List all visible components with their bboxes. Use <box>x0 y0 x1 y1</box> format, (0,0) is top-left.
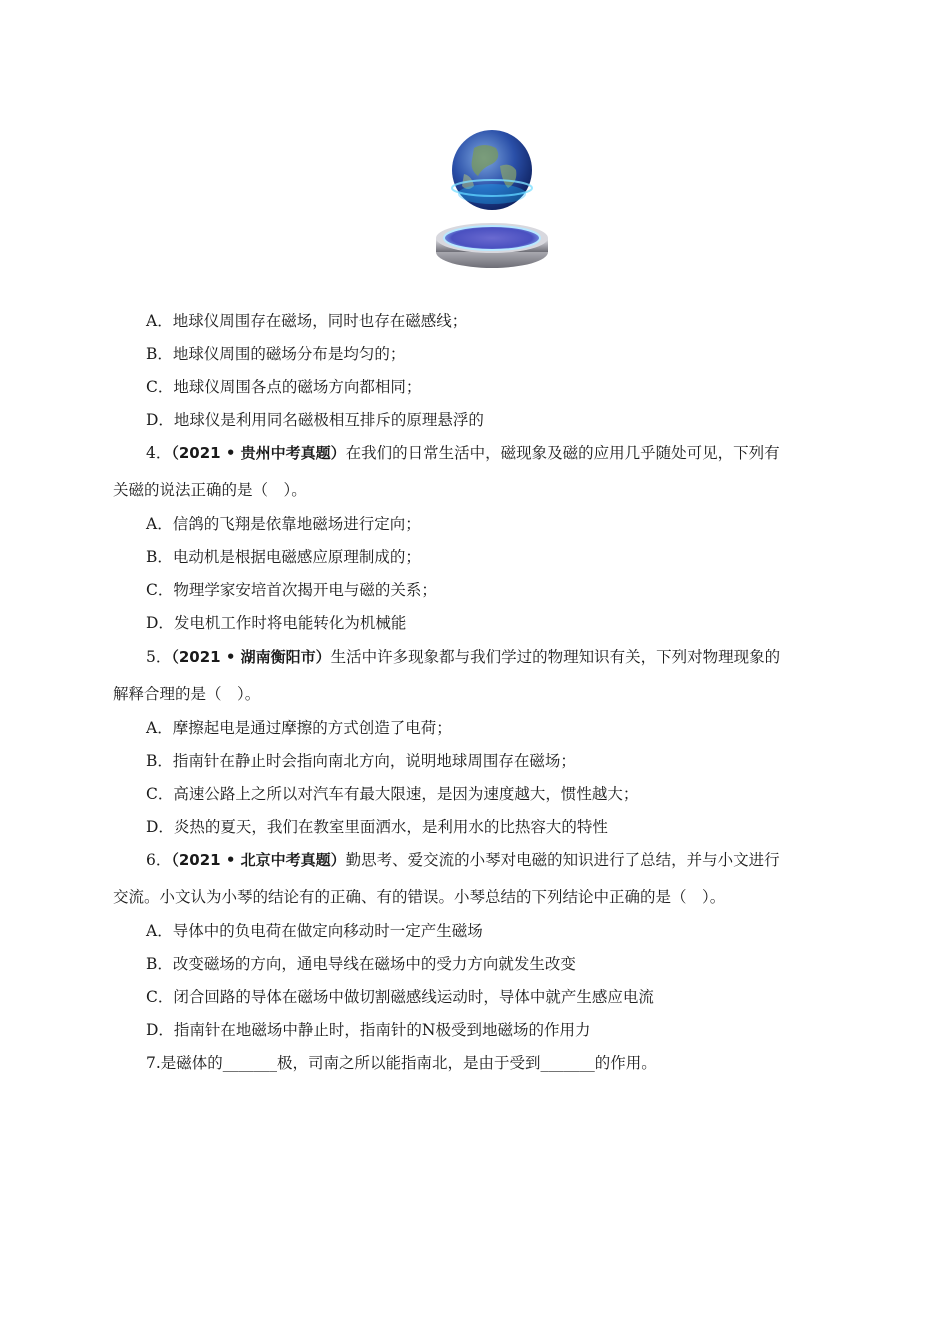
q5-number: 5． <box>146 648 172 666</box>
q6-option-b: B．改变磁场的方向，通电导线在磁场中的受力方向就发生改变 <box>146 955 576 973</box>
q4-stem-line2: 关磁的说法正确的是（ ）。 <box>113 481 307 499</box>
q3-option-b: B．地球仪周围的磁场分布是均匀的； <box>146 345 406 363</box>
q6-option-a: A．导体中的负电荷在做定向移动时一定产生磁场 <box>146 922 483 940</box>
q5-option-b: B．指南针在静止时会指向南北方向，说明地球周围存在磁场； <box>146 752 576 770</box>
q4-source: （2021 • 贵州中考真题） <box>171 444 346 462</box>
q6-stem-line2: 交流。小文认为小琴的结论有的正确、有的错误。小琴总结的下列结论中正确的是（ ）。 <box>113 888 726 906</box>
q6-option-c: C．闭合回路的导体在磁场中做切割磁感线运动时，导体中就产生感应电流 <box>146 988 654 1006</box>
q6-stem-line1 <box>146 850 780 870</box>
q6-source: （2021 • 北京中考真题） <box>171 851 346 869</box>
q6-stem-text: 勤思考、爱交流的小琴对电磁的知识进行了总结，并与小文进行 <box>345 851 780 869</box>
q5-source: （2021 • 湖南衡阳市） <box>171 648 331 666</box>
q3-option-a: A．地球仪周围存在磁场，同时也存在磁感线； <box>146 312 468 330</box>
q3-option-d: D．地球仪是利用同名磁极相互排斥的原理悬浮的 <box>146 411 484 429</box>
q5-stem-text: 生活中许多现象都与我们学过的物理知识有关，下列对物理现象的 <box>330 648 781 666</box>
q4-option-d: D．发电机工作时将电能转化为机械能 <box>146 614 407 632</box>
q7-stem: 7.是磁体的_______极，司南之所以能指南北，是由于受到_______的作用。 <box>146 1054 657 1072</box>
q6-option-d: D．指南针在地磁场中静止时，指南针的N极受到地磁场的作用力 <box>146 1021 591 1039</box>
q3-option-c: C．地球仪周围各点的磁场方向都相同； <box>146 378 422 396</box>
q4-option-b: B．电动机是根据电磁感应原理制成的； <box>146 548 421 566</box>
q6-number: 6． <box>146 851 172 869</box>
q4-option-a: A．信鸽的飞翔是依靠地磁场进行定向； <box>146 515 421 533</box>
q4-stem-line1 <box>146 443 780 463</box>
q5-option-d: D．炎热的夏天，我们在教室里面洒水，是利用水的比热容大的特性 <box>146 818 608 836</box>
q4-option-c: C．物理学家安培首次揭开电与磁的关系； <box>146 581 437 599</box>
q5-stem-line1 <box>146 647 780 667</box>
q5-option-a: A．摩擦起电是通过摩擦的方式创造了电荷； <box>146 719 452 737</box>
q4-number: 4． <box>146 444 172 462</box>
q4-stem-text: 在我们的日常生活中，磁现象及磁的应用几乎随处可见，下列有 <box>345 444 780 462</box>
q5-stem-line2: 解释合理的是（ ）。 <box>113 685 261 703</box>
q5-option-c: C．高速公路上之所以对汽车有最大限速，是因为速度越大，惯性越大； <box>146 785 639 803</box>
levitating-globe-image <box>434 128 554 278</box>
